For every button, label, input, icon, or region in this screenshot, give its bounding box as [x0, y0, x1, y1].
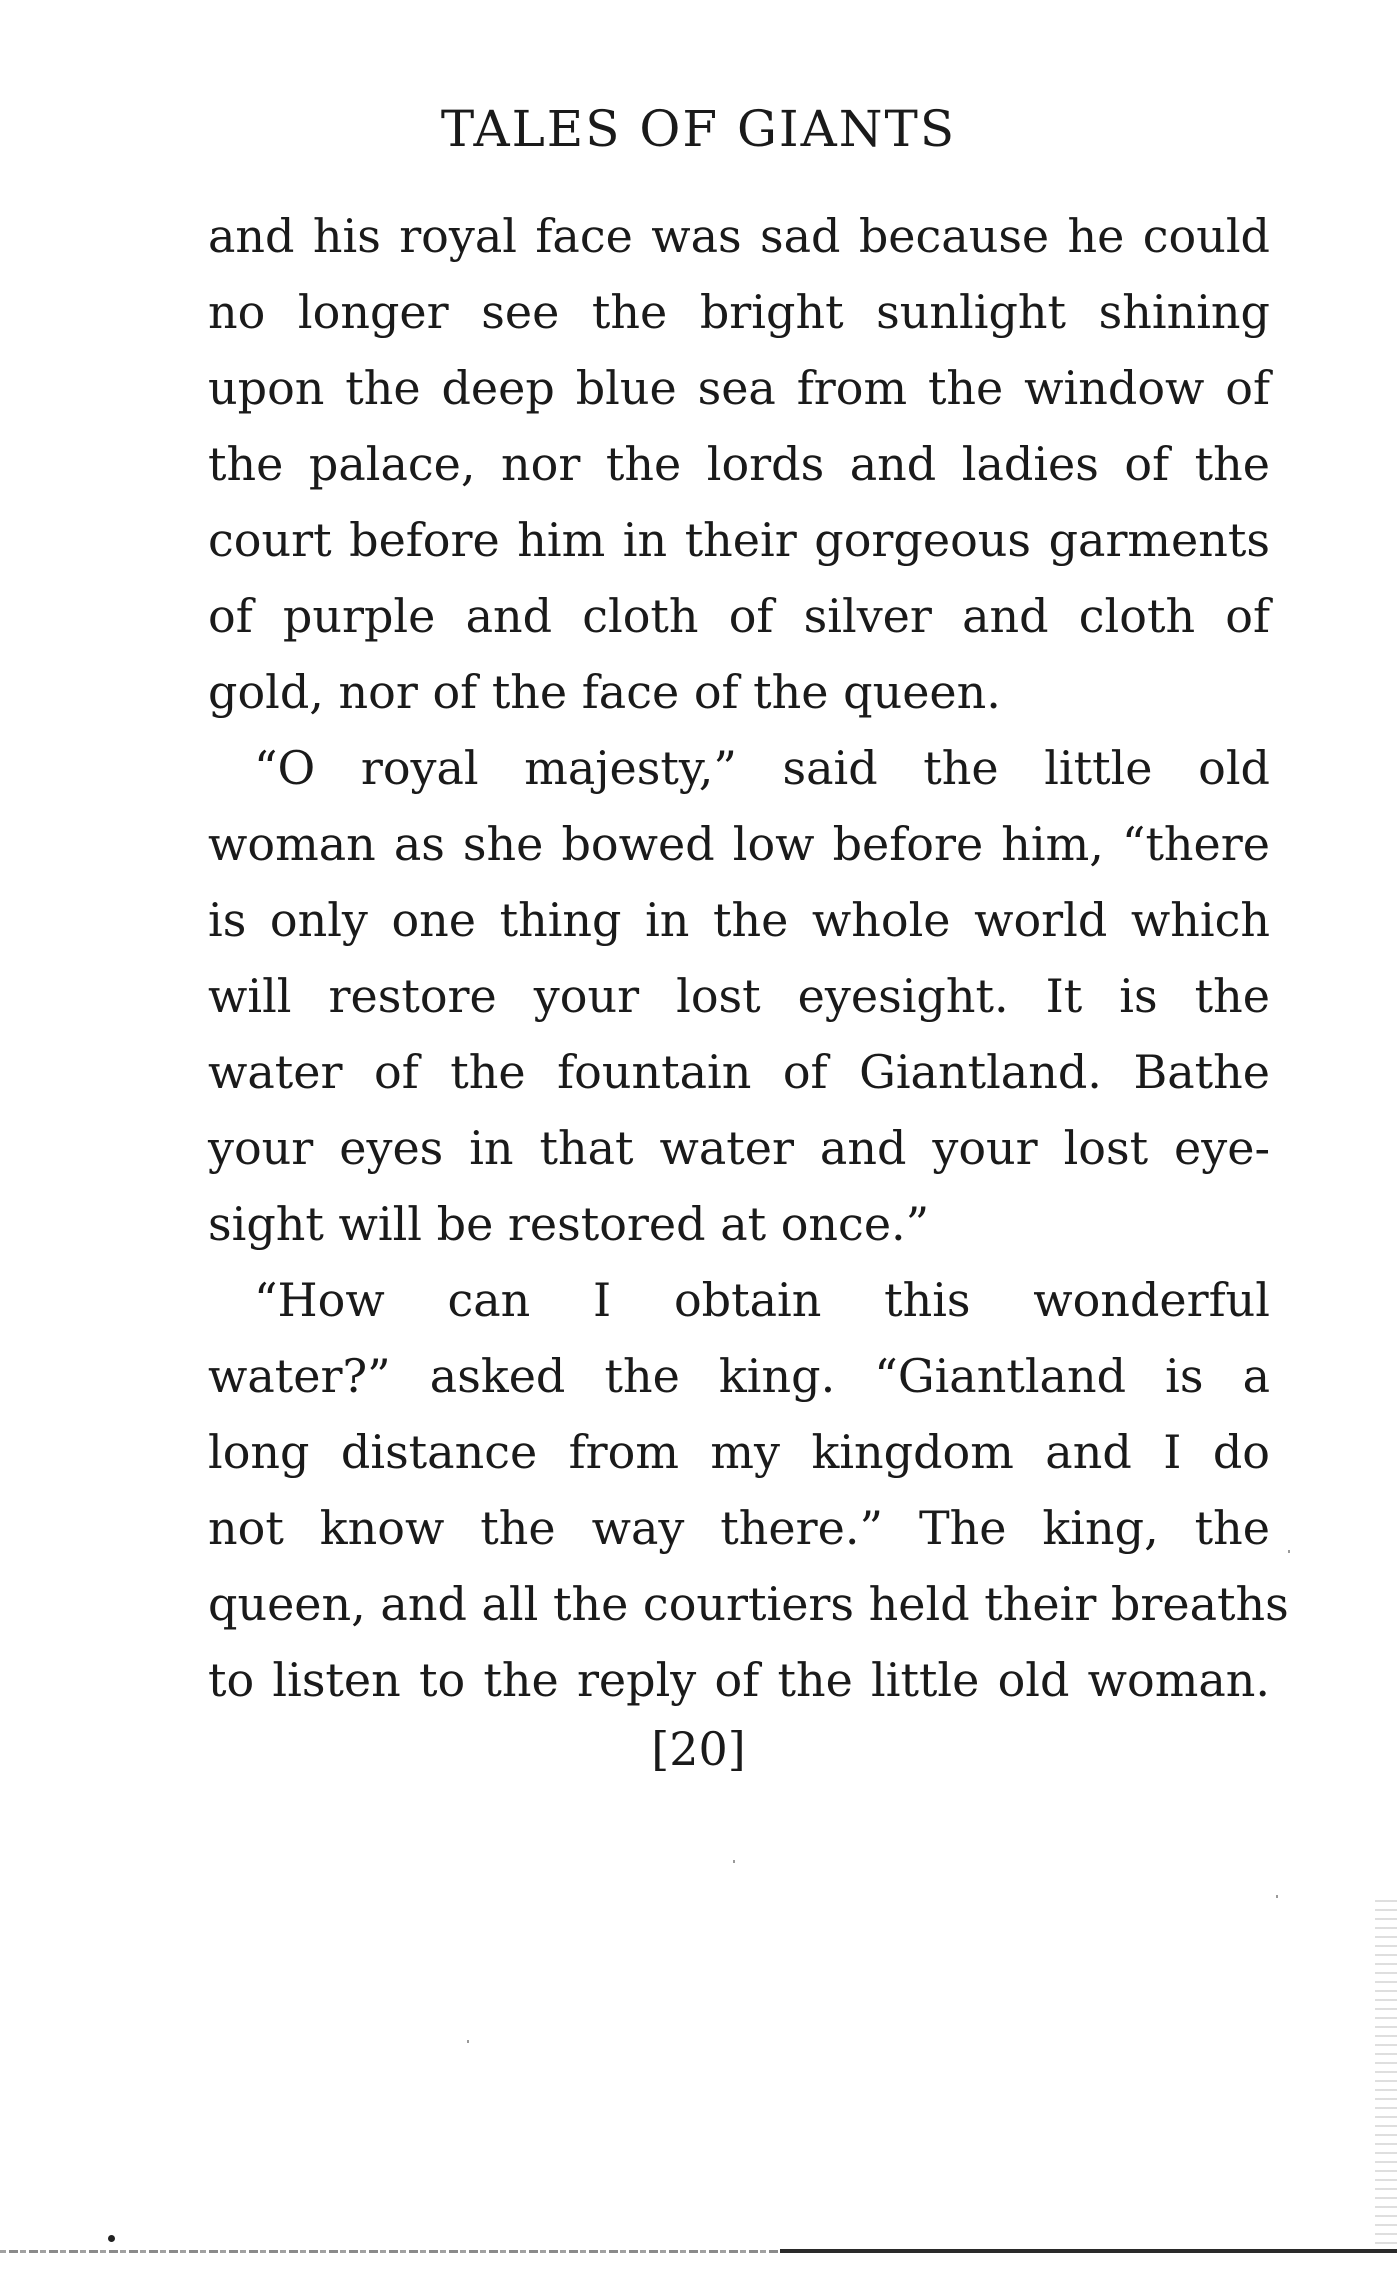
text-line: “How can I obtain this wonderful — [254, 1273, 1270, 1327]
text-line: no longer see the bright sunlight shining — [208, 285, 1270, 339]
text-line: not know the way there.” The king, the — [208, 1501, 1270, 1555]
text-line: of purple and cloth of silver and cloth of — [208, 589, 1270, 643]
body-text — [208, 198, 1289, 1718]
scan-speck — [467, 2040, 469, 2043]
text-line: “O royal majesty,” said the little old — [254, 741, 1270, 795]
page-edge-shadow — [1375, 1900, 1397, 2250]
scan-speck — [1276, 1895, 1278, 1898]
text-line: court before him in their gorgeous garments — [208, 513, 1270, 567]
text-line: water of the fountain of Giantland. Bathe — [208, 1045, 1270, 1099]
scan-speck — [1288, 1550, 1290, 1553]
bottom-page-edge — [780, 2249, 1397, 2253]
text-line: upon the deep blue sea from the window of — [208, 361, 1270, 415]
text-line: queen, and all the courtiers held their breaths — [208, 1577, 1289, 1631]
scan-speck — [733, 1860, 735, 1863]
text-line: woman as she bowed low before him, “there — [208, 817, 1270, 871]
text-line: is only one thing in the whole world which — [208, 893, 1270, 947]
text-line: long distance from my kingdom and I do — [208, 1425, 1270, 1479]
text-line: water?” asked the king. “Giantland is a — [208, 1349, 1270, 1403]
paragraph-3 — [208, 1262, 1289, 1718]
paragraph-2 — [208, 730, 1270, 1262]
running-head: TALES OF GIANTS — [440, 100, 957, 158]
text-line: to listen to the reply of the little old woman. — [208, 1653, 1270, 1707]
paragraph-1 — [208, 198, 1270, 730]
page-number: [20] — [651, 1722, 746, 1776]
text-line: gold, nor of the face of the queen. — [208, 665, 1001, 719]
text-line: your eyes in that water and your lost eye- — [208, 1121, 1270, 1175]
text-line: sight will be restored at once.” — [208, 1197, 930, 1251]
text-line: and his royal face was sad because he could — [208, 209, 1270, 263]
text-line: will restore your lost eyesight. It is the — [208, 969, 1270, 1023]
text-line: the palace, nor the lords and ladies of the — [208, 437, 1270, 491]
scan-dot — [108, 2235, 115, 2242]
